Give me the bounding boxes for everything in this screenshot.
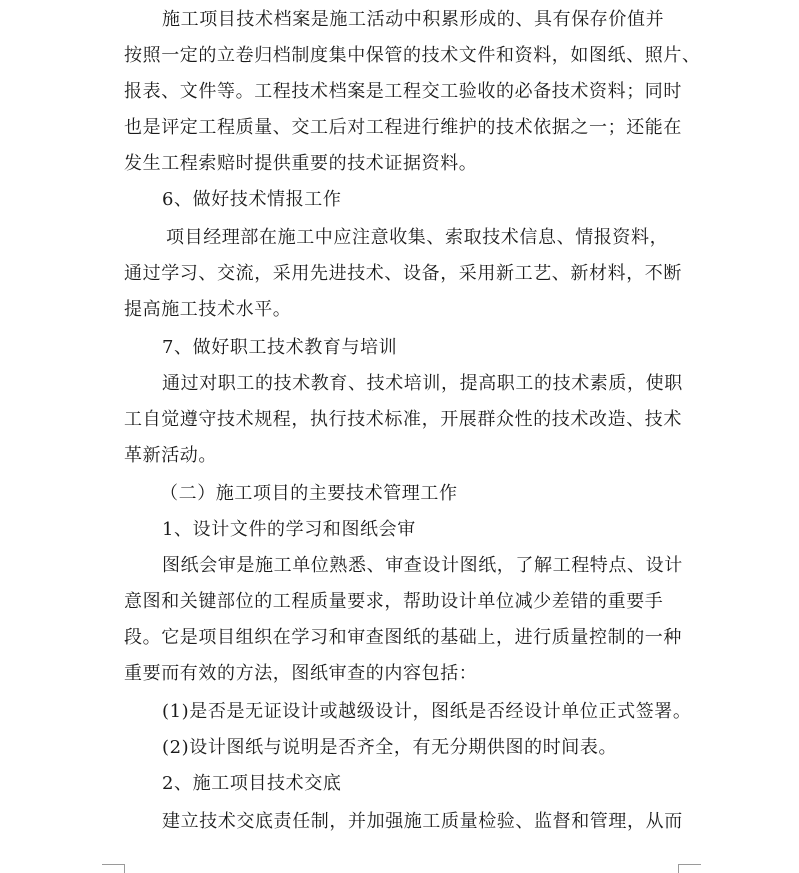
paragraph-archive-line-3: 报表、文件等。工程技术档案是工程交工验收的必备技术资料；同时 [124,81,682,102]
heading-2-disclosure: 2、施工项目技术交底 [162,773,342,794]
paragraph-review-line-4: 重要而有效的方法，图纸审查的内容包括： [124,663,478,684]
paragraph-review-line-3: 段。它是项目组织在学习和审查图纸的基础上，进行质量控制的一种 [124,627,682,648]
heading-6: 6、做好技术情报工作 [162,189,342,210]
heading-1-design-docs: 1、设计文件的学习和图纸会审 [162,519,416,540]
paragraph-disclosure-line-1: 建立技术交底责任制，并加强施工质量检验、监督和管理，从而 [162,811,683,832]
paragraph-archive-line-4: 也是评定工程质量、交工后对工程进行维护的技术依据之一；还能在 [124,117,682,138]
paragraph-archive-line-2: 按照一定的立卷归档制度集中保管的技术文件和资料，如图纸、照片、 [124,45,701,66]
review-item-2: (2)设计图纸与说明是否齐全，有无分期供图的时间表。 [162,737,618,758]
heading-7: 7、做好职工技术教育与培训 [162,337,398,358]
paragraph-intel-line-3: 提高施工技术水平。 [124,299,292,320]
paragraph-intel-line-2: 通过学习、交流，采用先进技术、设备，采用新工艺、新材料，不断 [124,263,682,284]
paragraph-archive-line-5: 发生工程索赔时提供重要的技术证据资料。 [124,153,478,174]
paragraph-intel-line-1: 项目经理部在施工中应注意收集、索取技术信息、情报资料， [166,227,669,248]
section-heading-2: （二）施工项目的主要技术管理工作 [160,483,458,504]
paragraph-review-line-1: 图纸会审是施工单位熟悉、审查设计图纸，了解工程特点、设计 [162,555,683,576]
paragraph-training-line-2: 工自觉遵守技术规程，执行技术标准，开展群众性的技术改造、技术 [124,409,682,430]
paragraph-training-line-1: 通过对职工的技术教育、技术培训，提高职工的技术素质，使职 [162,373,683,394]
paragraph-review-line-2: 意图和关键部位的工程质量要求，帮助设计单位减少差错的重要手 [124,591,664,612]
paragraph-training-line-3: 革新活动。 [124,445,217,466]
paragraph-archive-line-1: 施工项目技术档案是施工活动中积累形成的、具有保存价值并 [162,9,665,30]
review-item-1: (1)是否是无证设计或越级设计，图纸是否经设计单位正式签署。 [162,701,692,722]
